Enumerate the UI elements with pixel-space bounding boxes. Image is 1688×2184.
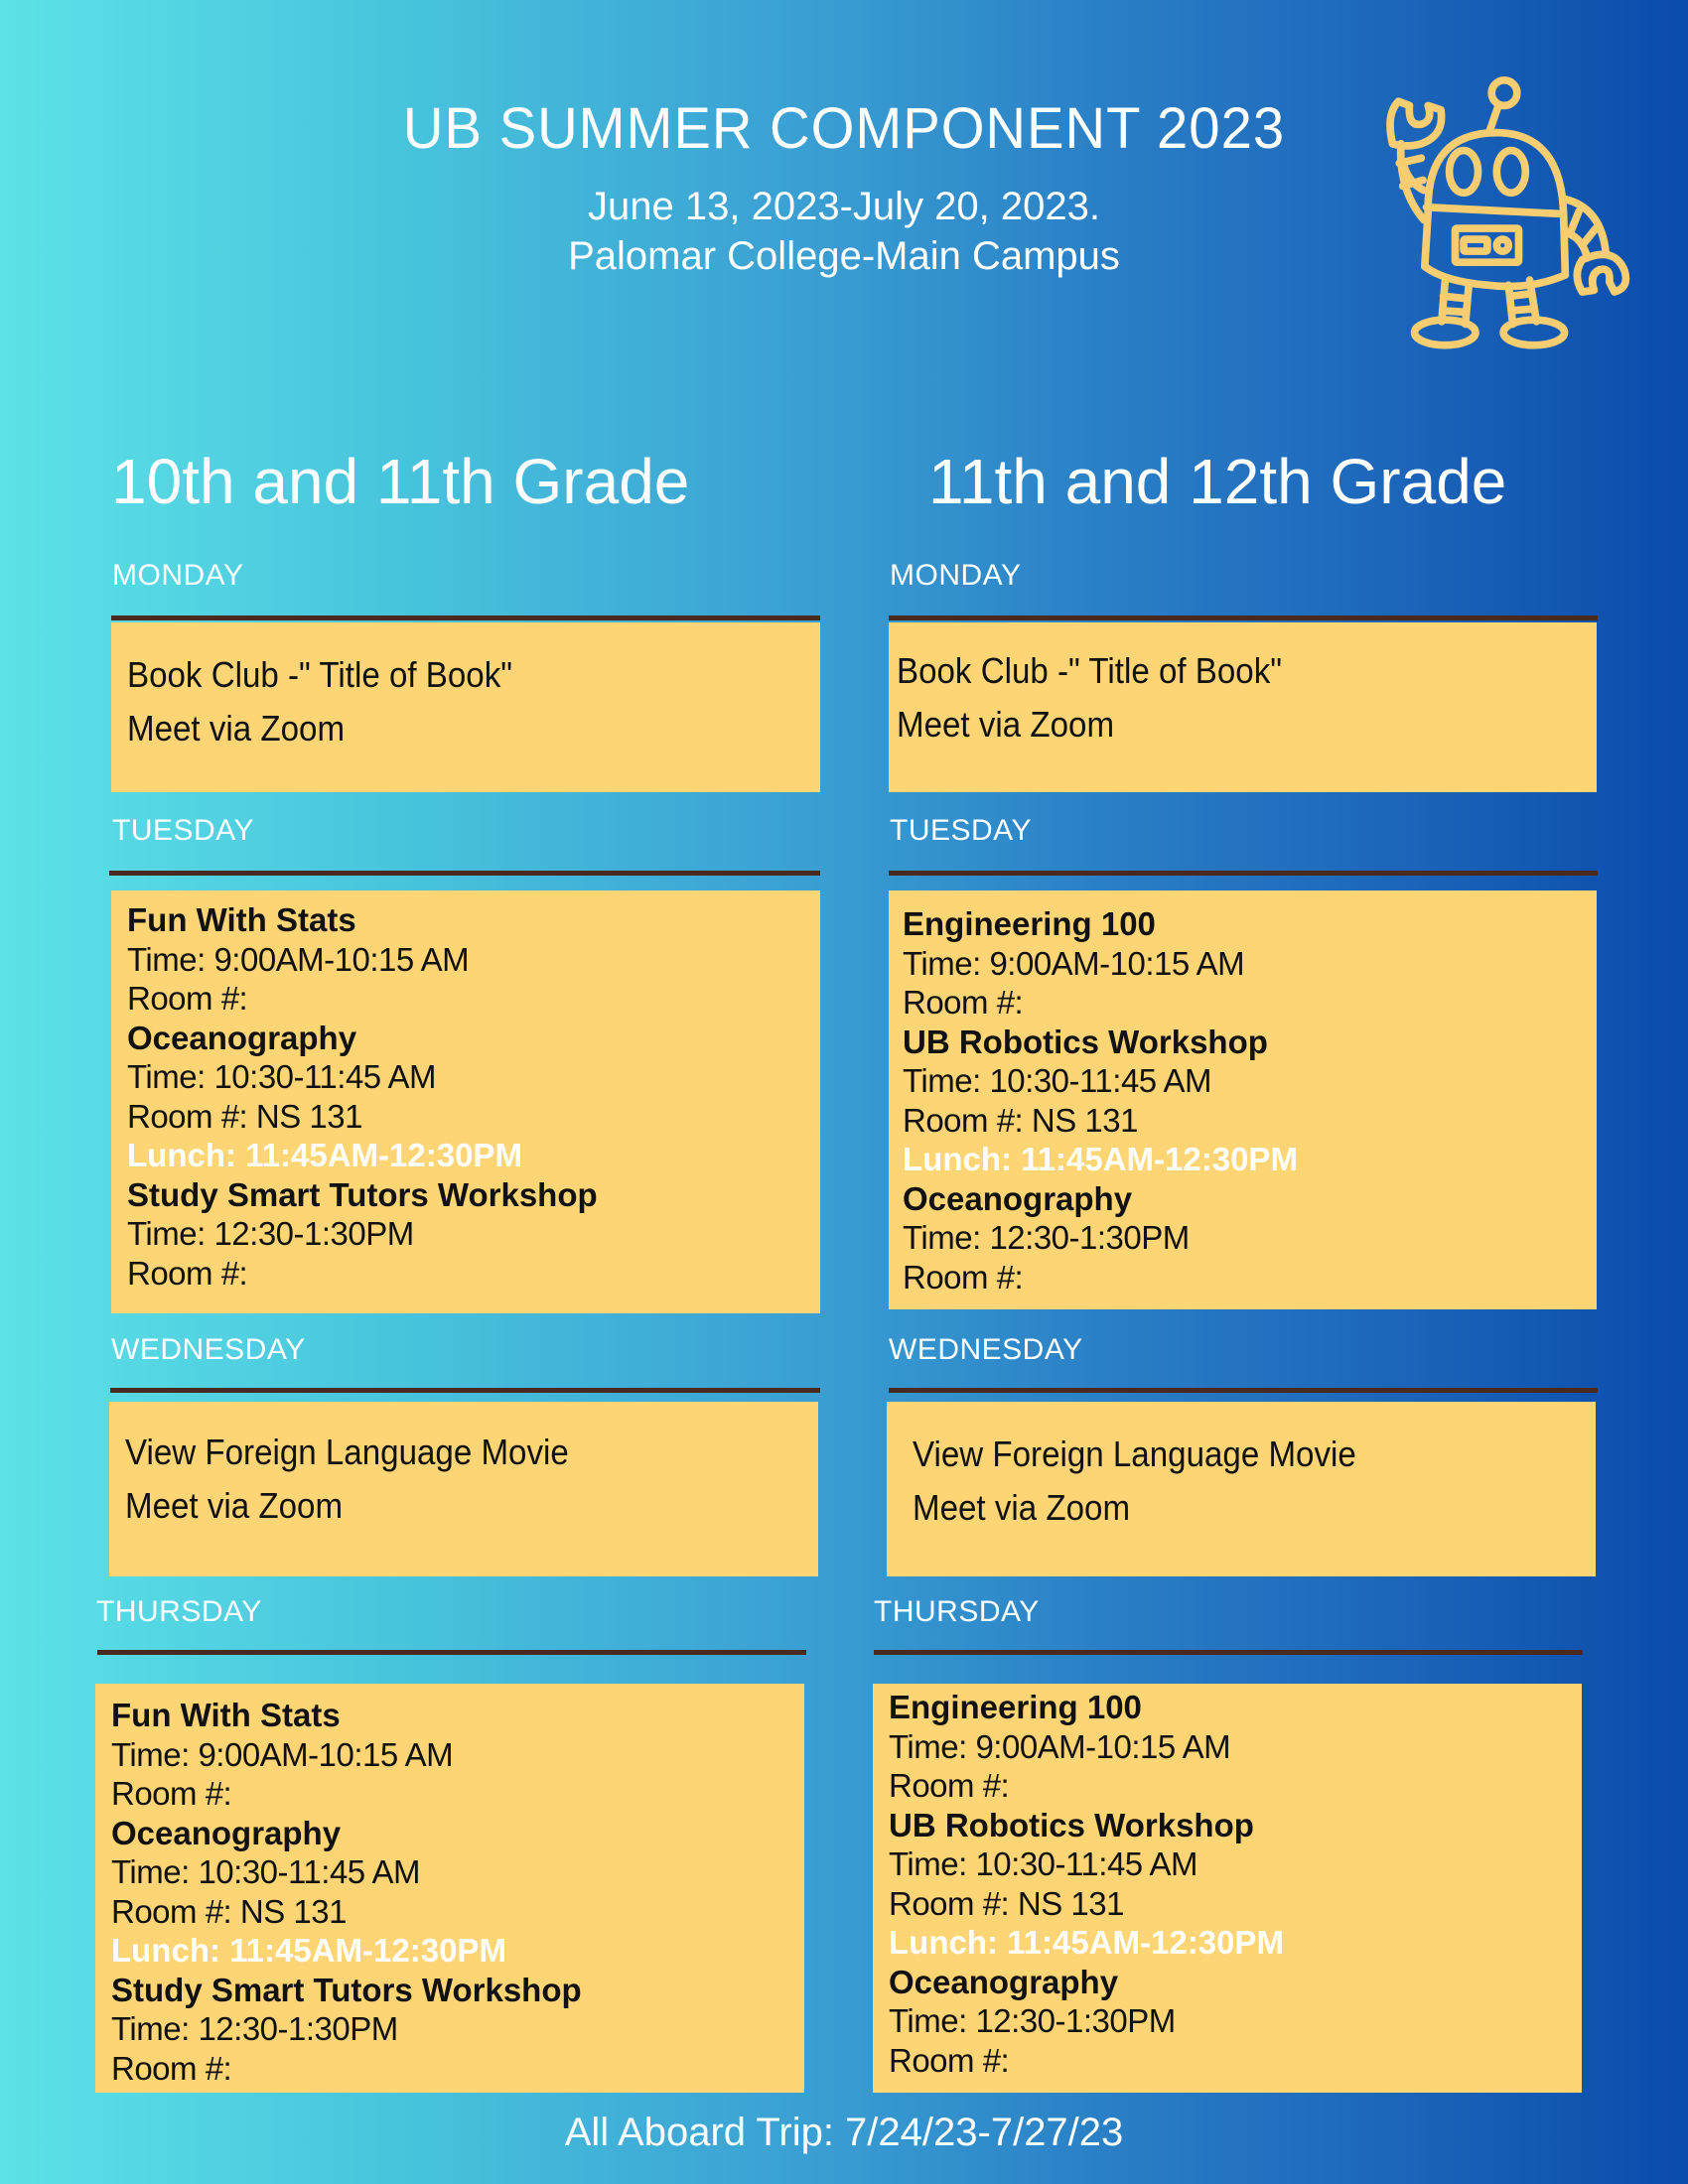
schedule-card-tuesday [889, 890, 1597, 1309]
class-name: Fun With Stats [111, 1697, 341, 1733]
lunch-time: Lunch: 11:45AM-12:30PM [111, 1932, 506, 1969]
class-name: Engineering 100 [889, 1689, 1142, 1725]
class-name: Oceanography [127, 1019, 357, 1056]
schedule-card-monday [889, 622, 1597, 792]
divider [889, 615, 1598, 620]
schedule-card-wednesday [109, 1402, 818, 1576]
class-name: Fun With Stats [127, 901, 356, 938]
card-line: View Foreign Language Movie [125, 1432, 569, 1472]
schedule-card-thursday [95, 1684, 804, 2093]
schedule-card-wednesday [887, 1402, 1596, 1576]
card-line: Book Club -" Title of Book" [897, 650, 1283, 691]
divider [110, 1388, 820, 1393]
day-label-tuesday: TUESDAY [890, 814, 1032, 847]
class-room: Room #: [111, 1775, 232, 1812]
class-room: Room #: [111, 2049, 232, 2087]
day-label-monday: MONDAY [890, 559, 1022, 592]
class-time: Time: 12:30-1:30PM [903, 1219, 1190, 1256]
day-label-wednesday: WEDNESDAY [111, 1333, 306, 1366]
class-room: Room #: [889, 2041, 1010, 2079]
class-name: Engineering 100 [903, 905, 1156, 942]
day-label-thursday: THURSDAY [874, 1595, 1040, 1628]
lunch-time: Lunch: 11:45AM-12:30PM [903, 1141, 1298, 1177]
lunch-time: Lunch: 11:45AM-12:30PM [889, 1924, 1284, 1961]
lunch-time: Lunch: 11:45AM-12:30PM [127, 1137, 522, 1173]
divider [889, 1388, 1598, 1393]
card-line: View Foreign Language Movie [913, 1433, 1356, 1474]
class-room: Room #: NS 131 [889, 1884, 1124, 1922]
card-line: Meet via Zoom [125, 1485, 344, 1526]
divider [889, 871, 1598, 876]
day-label-thursday: THURSDAY [96, 1595, 262, 1628]
class-room: Room #: NS 131 [903, 1101, 1138, 1139]
class-room: Room #: NS 131 [127, 1097, 362, 1135]
day-label-monday: MONDAY [112, 559, 244, 592]
class-room: Room #: [903, 1258, 1024, 1296]
class-name: UB Robotics Workshop [903, 1023, 1268, 1060]
class-name: Oceanography [903, 1179, 1133, 1217]
class-time: Time: 10:30-11:45 AM [111, 1853, 420, 1890]
day-label-tuesday: TUESDAY [112, 814, 254, 847]
divider [109, 871, 820, 876]
class-name: UB Robotics Workshop [889, 1806, 1254, 1843]
class-time: Time: 9:00AM-10:15 AM [889, 1727, 1231, 1765]
schedule-card-tuesday [111, 890, 820, 1313]
class-name: Oceanography [889, 1963, 1119, 2000]
class-time: Time: 9:00AM-10:15 AM [127, 940, 470, 978]
page-title: UB SUMMER COMPONENT 2023 [402, 96, 1286, 161]
class-room: Room #: [127, 1254, 248, 1292]
card-line: Meet via Zoom [913, 1487, 1131, 1528]
program-dates: June 13, 2023-July 20, 2023. [588, 185, 1100, 228]
class-time: Time: 10:30-11:45 AM [889, 1845, 1197, 1882]
class-room: Room #: [889, 1767, 1010, 1804]
grade-heading: 10th and 11th Grade [111, 446, 690, 517]
program-location: Palomar College-Main Campus [568, 234, 1120, 278]
class-name: Oceanography [111, 1814, 342, 1851]
grade-heading: 11th and 12th Grade [928, 446, 1507, 517]
class-time: Time: 9:00AM-10:15 AM [111, 1735, 454, 1773]
class-time: Time: 10:30-11:45 AM [903, 1062, 1211, 1099]
robot-icon [1360, 48, 1648, 375]
schedule-card-thursday [873, 1684, 1582, 2093]
class-room: Room #: NS 131 [111, 1892, 347, 1930]
day-label-wednesday: WEDNESDAY [889, 1333, 1083, 1366]
divider [97, 1650, 806, 1655]
class-time: Time: 10:30-11:45 AM [127, 1058, 436, 1095]
class-time: Time: 9:00AM-10:15 AM [903, 944, 1245, 982]
card-line: Meet via Zoom [127, 708, 346, 749]
class-time: Time: 12:30-1:30PM [127, 1215, 414, 1252]
divider [111, 615, 820, 620]
card-line: Meet via Zoom [897, 704, 1115, 745]
class-time: Time: 12:30-1:30PM [111, 2010, 398, 2047]
card-line: Book Club -" Title of Book" [127, 654, 513, 695]
class-name: Study Smart Tutors Workshop [127, 1175, 598, 1213]
class-room: Room #: [127, 980, 248, 1017]
schedule-card-monday [111, 622, 820, 792]
class-time: Time: 12:30-1:30PM [889, 2002, 1176, 2039]
divider [874, 1650, 1583, 1655]
class-room: Room #: [903, 984, 1024, 1021]
class-name: Study Smart Tutors Workshop [111, 1971, 582, 2008]
trip-dates: All Aboard Trip: 7/24/23-7/27/23 [564, 2111, 1124, 2154]
